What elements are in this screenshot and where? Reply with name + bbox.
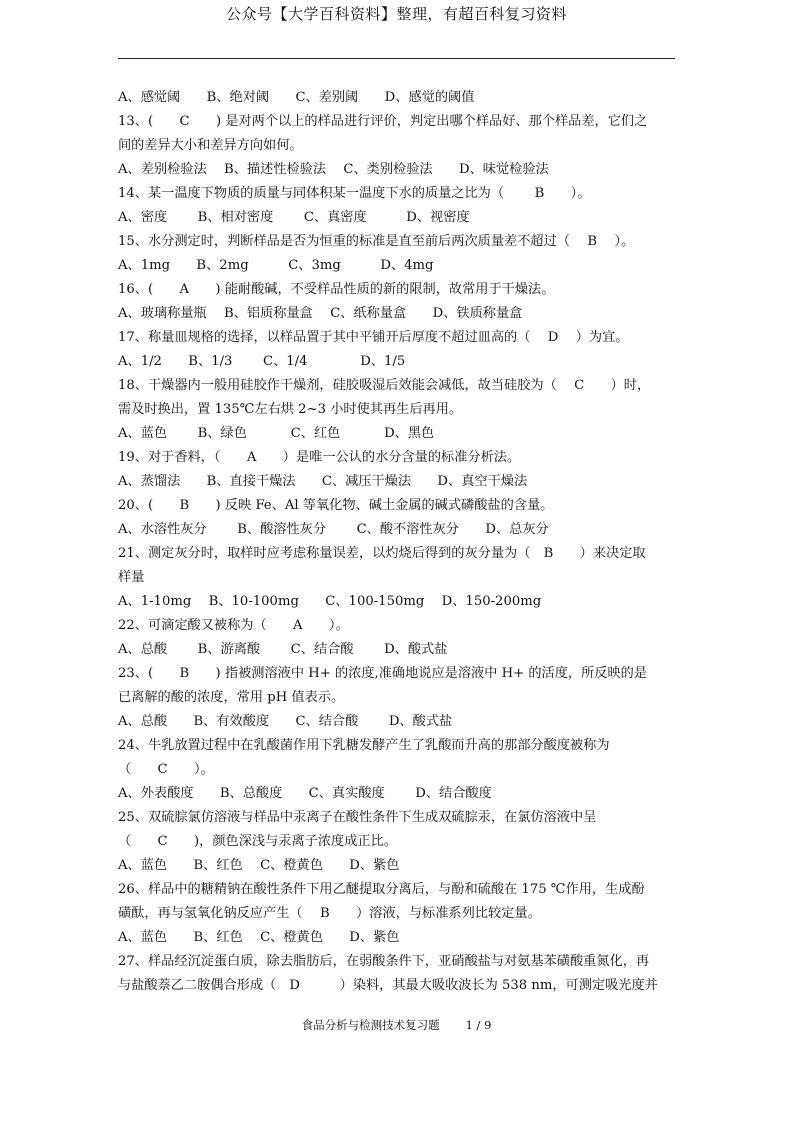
page-footer	[0, 1017, 793, 1033]
text-line: A、1-10mg B、10-100mg C、100-150mg D、150-200mg	[118, 594, 542, 609]
text-line: 19、对于香料，（ A ）是唯一公认的水分含量的标准分析法。	[118, 450, 521, 465]
text-line: 20、( B ) 反映 Fe、Al 等氧化物、碱土金属的碱式磷酸盐的含量。	[118, 498, 554, 513]
text-line: A、蓝色 B、红色 C、橙黄色 D、紫色	[118, 930, 400, 945]
text-line: A、感觉阈 B、绝对阈 C、差别阈 D、感觉的阈值	[118, 90, 475, 105]
text-line: 16、( A ) 能耐酸碱，不受样品性质的新的限制，故常用于干燥法。	[118, 282, 555, 297]
text-line: A、蒸馏法 B、直接干燥法 C、减压干燥法 D、真空干燥法	[118, 474, 528, 489]
text-line: A、蓝色 B、红色 C、橙黄色 D、紫色	[118, 858, 400, 873]
text-line: 样量	[118, 570, 145, 585]
document-body	[118, 86, 688, 998]
footer-title: 食品分析与检测技术复习题	[301, 1018, 440, 1032]
text-line: （ C ）。	[118, 762, 214, 777]
text-line: 13、( C ) 是对两个以上的样品进行评价，判定出哪个样品好、那个样品差，它们之	[118, 114, 648, 129]
text-line: 需及时换出，置 135℃左右烘 2~3 小时使其再生后再用。	[118, 402, 463, 417]
text-line: 27、样品经沉淀蛋白质，除去脂肪后，在弱酸条件下，亚硝酸盐与对氨基苯磺酸重氮化，再	[118, 954, 650, 969]
text-line: 15、水分测定时，判断样品是否为恒重的标准是直至前后两次质量差不超过（ B ）。	[118, 234, 635, 249]
text-line: 间的差异大小和差异方向如何。	[118, 138, 303, 153]
text-line: 18、干燥器内一般用硅胶作干燥剂，硅胶吸湿后效能会减低，故当硅胶为（ C ）时，	[118, 378, 651, 393]
text-line: A、总酸 B、游离酸 C、结合酸 D、酸式盐	[118, 642, 448, 657]
text-line: A、密度 B、相对密度 C、真密度 D、视密度	[118, 210, 470, 225]
page-header: 公众号【大学百科资料】整理，有超百科复习资料	[225, 5, 567, 23]
text-line: 已离解的酸的浓度，常用 pH 值表示。	[118, 690, 345, 705]
text-line: A、1/2 B、1/3 C、1/4 D、1/5	[118, 354, 406, 369]
text-line: （ C )，颜色深浅与汞离子浓度成正比。	[118, 834, 397, 849]
text-line: A、差别检验法 B、描述性检验法 C、类别检验法 D、味觉检验法	[118, 162, 549, 177]
text-line: 21、测定灰分时，取样时应考虑称量误差，以灼烧后得到的灰分量为（ B ）来决定取	[118, 546, 646, 561]
text-line: 17、称量皿规格的选择，以样品置于其中平铺开后厚度不超过皿高的（ D ）为宜。	[118, 330, 629, 345]
text-line: A、外表酸度 B、总酸度 C、真实酸度 D、结合酸度	[118, 786, 492, 801]
text-line: A、总酸 B、有效酸度 C、结合酸 D、酸式盐	[118, 714, 453, 729]
text-line: 14、某一温度下物质的质量与同体积某一温度下水的质量之比为（ B ）。	[118, 186, 591, 201]
text-line: A、蓝色 B、绿色 C、红色 D、黑色	[118, 426, 435, 441]
page-number: 1 / 9	[465, 1018, 492, 1032]
text-line: 22、可滴定酸又被称为（ A ）。	[118, 618, 349, 633]
text-line: 26、样品中的糖精钠在酸性条件下用乙醚提取分离后，与酚和硫酸在 175 ℃作用，生成酚	[118, 882, 645, 897]
text-line: A、水溶性灰分 B、酸溶性灰分 C、酸不溶性灰分 D、总灰分	[118, 522, 549, 537]
text-line: 23、( B ) 指被测溶液中 H+ 的浓度,准确地说应是溶液中 H+ 的活度，所反映的是	[118, 666, 648, 681]
text-line: 24、牛乳放置过程中在乳酸菌作用下乳糖发酵产生了乳酸而升高的那部分酸度被称为	[118, 738, 610, 753]
text-line: A、1mg B、2mg C、3mg D、4mg	[118, 258, 434, 273]
text-line: 25、双硫腙氯仿溶液与样品中汞离子在酸性条件下生成双硫腙汞，在氯仿溶液中呈	[118, 810, 597, 825]
text-line: A、玻璃称量瓶 B、铝质称量盒 C、纸称量盒 D、铁质称量盒	[118, 306, 523, 321]
text-line: 与盐酸萘乙二胺偶合形成（ D ）染料，其最大吸收波长为 538 nm，可测定吸光度并	[118, 978, 658, 993]
header-divider	[118, 58, 675, 59]
text-line: 磺酞，再与氢氧化钠反应产生（ B ）溶液，与标准系列比较定量。	[118, 906, 541, 921]
